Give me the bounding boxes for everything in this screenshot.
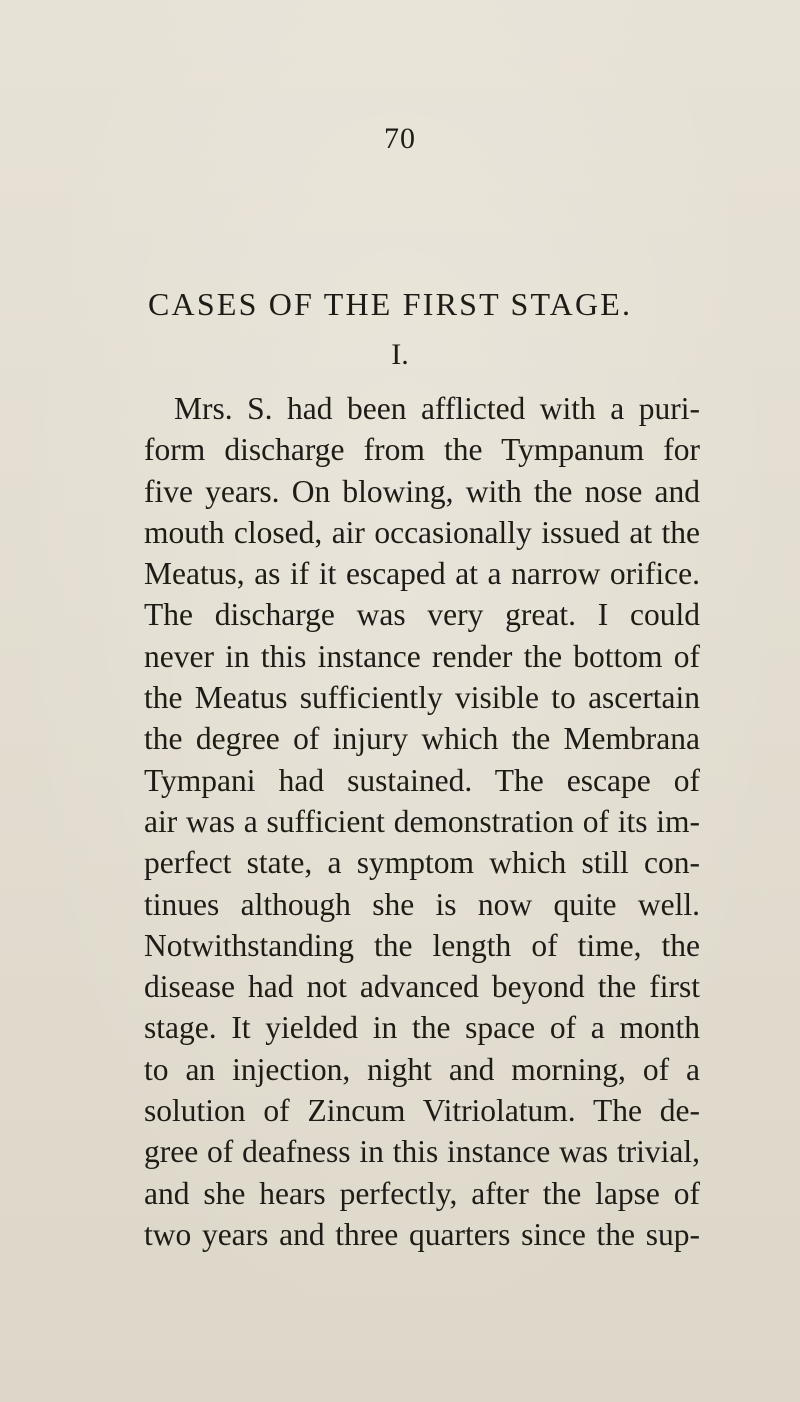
text-line: gree of deafness in this instance was trivial, <box>144 1134 700 1170</box>
text-line: Meatus, as if it escaped at a narrow orifice. <box>144 556 700 592</box>
text-line: two years and three quarters since the sup- <box>144 1216 700 1252</box>
text-line: air was a sufficient demonstration of its im- <box>144 803 700 839</box>
text-line: perfect state, a symptom which still con- <box>144 845 700 881</box>
text-line: never in this instance render the bottom of <box>144 638 700 674</box>
text-line: five years. On blowing, with the nose and <box>144 473 700 509</box>
page-number: 70 <box>384 122 416 155</box>
text-line: tinues although she is now quite well. <box>144 886 700 922</box>
text-line: Tympani had sustained. The escape of <box>144 762 700 798</box>
text-line: disease had not advanced beyond the first <box>144 969 700 1005</box>
text-line: The discharge was very great. I could <box>144 597 700 633</box>
text-line: Notwithstanding the length of time, the <box>144 927 700 963</box>
text-line: the Meatus sufficiently visible to ascertain <box>144 680 700 716</box>
text-line: solution of Zincum Vitriolatum. The de- <box>144 1093 700 1129</box>
text-line: form discharge from the Tympanum for <box>144 432 700 468</box>
text-line: stage. It yielded in the space of a month <box>144 1010 700 1046</box>
case-number: I. <box>391 338 409 371</box>
text-line: Mrs. S. had been afflicted with a puri- <box>174 391 700 426</box>
text-line: to an injection, night and morning, of a <box>144 1051 700 1087</box>
body-text <box>144 388 700 1255</box>
text-line: the degree of injury which the Membrana <box>144 721 700 757</box>
text-line: and she hears perfectly, after the lapse of <box>144 1175 700 1211</box>
section-heading: CASES OF THE FIRST STAGE. <box>148 286 633 322</box>
text-line: mouth closed, air occasionally issued at the <box>144 514 700 550</box>
